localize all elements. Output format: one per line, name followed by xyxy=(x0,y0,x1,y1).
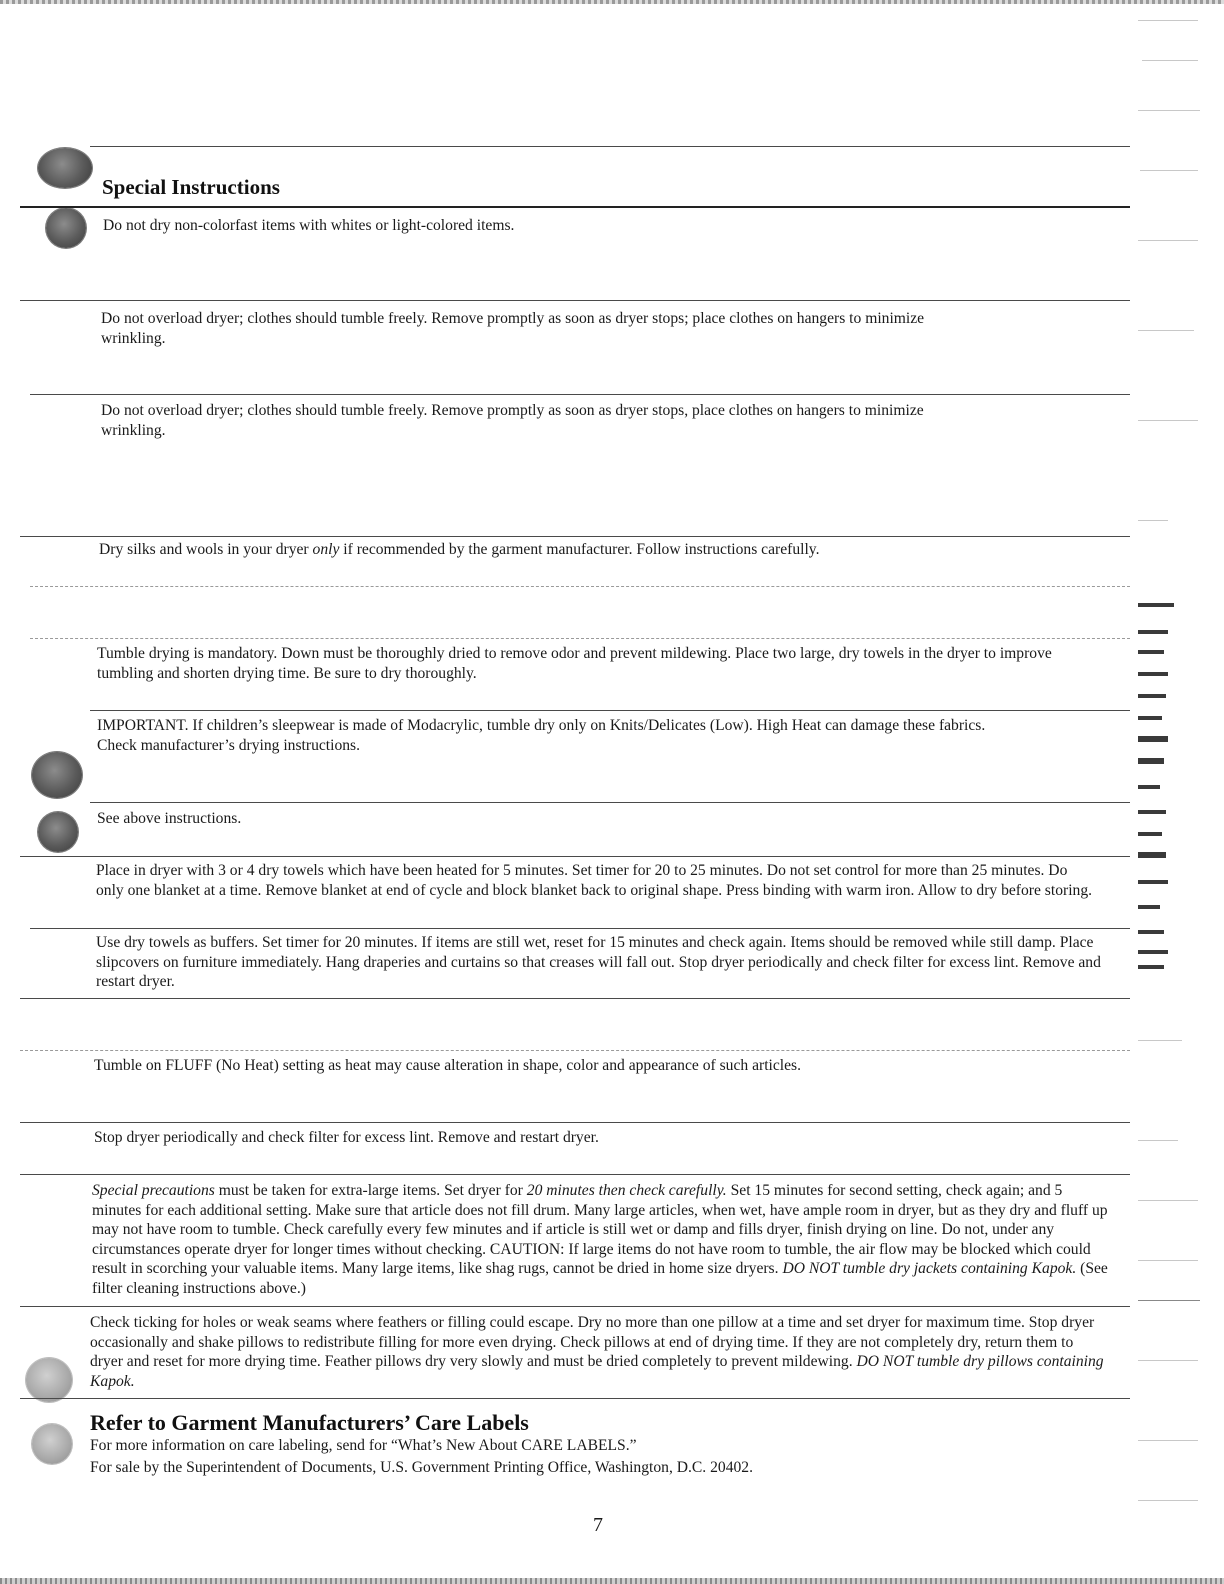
instruction-paragraph: IMPORTANT. If children’s sleepwear is made of Modacrylic, tumble dry only on Knits/Delicates (Low). High Heat can damage these fabrics. Check manufacturer’s drying instructions. xyxy=(97,717,986,754)
divider xyxy=(20,1398,1130,1399)
instruction-paragraph: Dry silks and wools in your dryer only if recommended by the garment manufacturer. Follow instructions carefully. xyxy=(99,541,820,558)
binder-hole xyxy=(32,752,82,798)
scan-top-edge xyxy=(0,0,1224,4)
divider xyxy=(20,998,1130,999)
instruction-paragraph: Do not overload dryer; clothes should tumble freely. Remove promptly as soon as dryer stops; place clothes on hangers to minimize wrinkling. xyxy=(101,310,925,347)
instruction-paragraph: Use dry towels as buffers. Set timer for 20 minutes. If items are still wet, reset for 15 minutes and check again. Items should be removed while still damp. Place slipcovers on furniture immediately. Hang draperies and curtains so that creases will fall out. Stop dryer periodically and check filter for excess lint. Remove and restart dryer. xyxy=(96,934,1101,990)
instruction-paragraph: Tumble drying is mandatory. Down must be thoroughly dried to remove odor and prevent mildewing. Place two large, dry towels in the dryer to improve tumbling and shorten drying time. Be sure to dry thoroughly. xyxy=(97,645,1052,682)
section-heading: Special Instructions xyxy=(102,175,280,199)
divider xyxy=(30,394,1130,395)
instruction-paragraph: Place in dryer with 3 or 4 dry towels which have been heated for 5 minutes. Set timer for 20 to 25 minutes. Do not set control for more than 25 minutes. Do only one blanket at a time. Remove blanket at end of cycle and block blanket back to original shape. Press binding with warm iron. Allow to dry before storing. xyxy=(96,862,1093,899)
binder-hole xyxy=(46,208,86,248)
divider xyxy=(20,1174,1130,1175)
page-number: 7 xyxy=(593,1514,603,1536)
divider xyxy=(20,856,1130,857)
instruction-paragraph: Check ticking for holes or weak seams where feathers or filling could escape. Dry no more than one pillow at a time and set dryer for maximum time. Stop dryer occasionally and shake pillows to redistribute filling for more even drying. Check pillows at end of drying time. If they are not completely dry, return them to dryer and reset for more drying time. Feather pillows dry very slowly and must be dried completely to prevent mildewing. DO NOT tumble dry pillows containing Kapok. xyxy=(90,1314,1104,1390)
divider xyxy=(90,146,1130,147)
instruction-paragraph: See above instructions. xyxy=(97,810,242,827)
divider xyxy=(20,300,1130,301)
divider xyxy=(20,536,1130,537)
divider xyxy=(90,710,1130,711)
instruction-paragraph: Tumble on FLUFF (No Heat) setting as heat may cause alteration in shape, color and appearance of such articles. xyxy=(94,1057,801,1074)
divider xyxy=(20,1050,1130,1051)
divider xyxy=(30,586,1130,587)
divider xyxy=(20,206,1130,208)
binder-hole xyxy=(32,1424,72,1464)
divider xyxy=(90,802,1130,803)
divider xyxy=(30,638,1130,639)
care-labels-heading: Refer to Garment Manufacturers’ Care Labels xyxy=(90,1410,529,1435)
instruction-paragraph: Do not dry non-colorfast items with whites or light-colored items. xyxy=(103,217,515,234)
divider xyxy=(20,1122,1130,1123)
care-labels-info: For more information on care labeling, send for “What’s New About CARE LABELS.” xyxy=(90,1437,637,1454)
binder-hole xyxy=(38,812,78,852)
binder-hole xyxy=(26,1358,72,1402)
scan-bottom-edge xyxy=(0,1578,1224,1584)
divider xyxy=(20,1306,1130,1307)
binder-hole xyxy=(38,148,92,188)
instruction-paragraph: Do not overload dryer; clothes should tumble freely. Remove promptly as soon as dryer stops, place clothes on hangers to minimize wrinkling. xyxy=(101,402,924,439)
instruction-paragraph: Special precautions must be taken for extra-large items. Set dryer for 20 minutes then check carefully. Set 15 minutes for second setting, check again; and 5 minutes for each additional setting. Make sure that article does not fill drum. Many large articles, when wet, have ample room in dryer, but as they dry and fluff up may not have room to tumble. Check carefully every few minutes and if article is still wet or damp and fills dryer, finish drying on line. Do not, under any circumstances operate dryer for longer times without checking. CAUTION: If large items do not have room to tumble, the air flow may be blocked which could result in scorching your valuable items. Many large items, like shag rugs, cannot be dried in home size dryers. DO NOT tumble dry jackets containing Kapok. (See filter cleaning instructions above.) xyxy=(92,1182,1108,1297)
divider xyxy=(30,928,1130,929)
care-labels-source: For sale by the Superintendent of Documents, U.S. Government Printing Office, Washington, D.C. 20402. xyxy=(90,1459,753,1476)
instruction-paragraph: Stop dryer periodically and check filter for excess lint. Remove and restart dryer. xyxy=(94,1129,599,1146)
scan-right-edge xyxy=(1138,0,1224,1584)
